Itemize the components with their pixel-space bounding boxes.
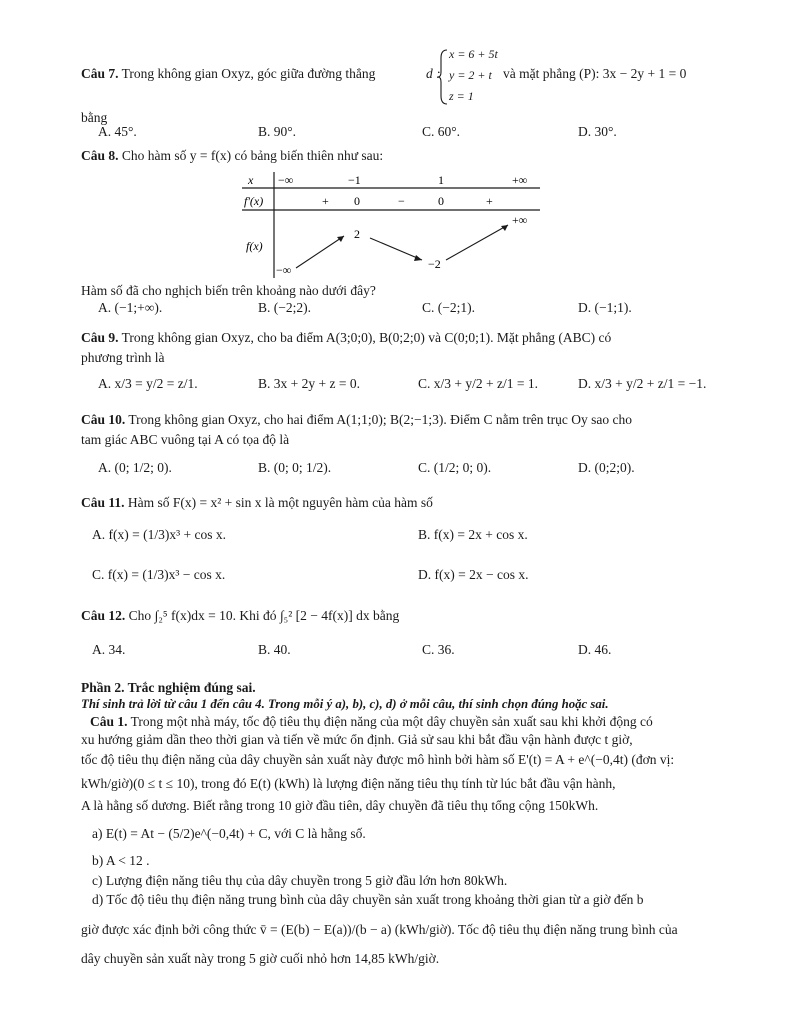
q7-option-a: A. 45°. (98, 124, 137, 139)
q12-option-a: A. 34. (92, 642, 126, 657)
q7-sys-2: y = 2 + t (449, 68, 492, 82)
q10-label: Câu 10. (81, 412, 126, 427)
table-f-pos-inf: +∞ (512, 213, 528, 227)
q7-d-label: d : (426, 66, 441, 81)
p2q1-statement-d-3: dây chuyền sản xuất này trong 5 giờ cuối nhỏ hơn 14,85 kWh/giờ. (81, 951, 440, 966)
table-sign-4: 0 (438, 194, 444, 208)
q9-option-b: B. 3x + 2y + z = 0. (258, 376, 360, 391)
table-f-2: 2 (354, 227, 360, 241)
table-x-1: 1 (438, 173, 444, 187)
q10-option-c: C. (1/2; 0; 0). (418, 460, 492, 475)
p2q1-statement-d-2: giờ được xác định bởi công thức v̄ = (E(b) − E(a))/(b − a) (kWh/giờ). Tốc độ tiêu thụ điện năng trung bình của (81, 922, 678, 937)
p2q1-statement-d-1: d) Tốc độ tiêu thụ điện năng trung bình của dây chuyền sản xuất trong khoảng thời gian từ a giờ đến b (92, 892, 644, 907)
table-sign-5: + (486, 194, 493, 208)
variation-table (240, 170, 545, 282)
p2q1-statement-b: b) A < 12 . (92, 853, 150, 868)
q12-text: Cho ∫₂⁵ f(x)dx = 10. Khi đó ∫₅² [2 − 4f(x)] dx bằng (128, 608, 400, 623)
p2q1-statement-c: c) Lượng điện năng tiêu thụ của dây chuyền trong 5 giờ đầu lớn hơn 80kWh. (92, 873, 508, 888)
q7-option-b: B. 90°. (258, 124, 297, 139)
table-x-minus1: −1 (348, 173, 361, 187)
table-f-minus2: −2 (428, 257, 441, 271)
q12-option-c: C. 36. (422, 642, 455, 657)
table-x-neg-inf: −∞ (278, 173, 294, 187)
q8-line1 (81, 148, 383, 164)
q9-option-a: A. x/3 = y/2 = z/1. (98, 376, 198, 391)
q11-option-a: A. f(x) = (1/3)x³ + cos x. (92, 527, 226, 542)
q10-text: Trong không gian Oxyz, cho hai điểm A(1;1;0); B(2;−1;3). Điểm C nằm trên trục Oy sao cho (128, 412, 632, 427)
p2q1-label: Câu 1. (90, 714, 128, 729)
p2q1-line1 (90, 714, 653, 730)
q8-option-c: C. (−2;1). (422, 300, 475, 315)
q9-option-d: D. x/3 + y/2 + z/1 = −1. (578, 376, 707, 391)
q7-text3: bằng (81, 110, 108, 125)
q8-option-b: B. (−2;2). (258, 300, 311, 315)
q9-line1 (81, 330, 611, 346)
table-sign-3: − (398, 194, 405, 208)
q9-option-c: C. x/3 + y/2 + z/1 = 1. (418, 376, 538, 391)
q8-option-d: D. (−1;1). (578, 300, 632, 315)
arrow-down (370, 238, 422, 260)
q7-option-d: D. 30°. (578, 124, 617, 139)
part2-instruction: Thí sinh trả lời từ câu 1 đến câu 4. Trong mỗi ý a), b), c), d) ở mỗi câu, thí sinh chọn đúng hoặc sai. (81, 697, 609, 711)
table-sign-1: + (322, 194, 329, 208)
p2q1-text-5: A là hằng số dương. Biết rằng trong 10 giờ đầu tiên, dây chuyền đã tiêu thụ tổng cộng 150kWh. (81, 798, 599, 813)
table-f-neg-inf: −∞ (276, 263, 292, 277)
q12-option-b: B. 40. (258, 642, 291, 657)
arrow-up-2 (446, 225, 508, 260)
p2q1-text-4: kWh/giờ)(0 ≤ t ≤ 10), trong đó E(t) (kWh) là lượng điện năng tiêu thụ tính từ lúc bắt đầu vận hành, (81, 776, 616, 791)
q8-option-a: A. (−1;+∞). (98, 300, 163, 315)
q7-text2: và mặt phẳng (P): 3x − 2y + 1 = 0 (503, 66, 687, 81)
q9-label: Câu 9. (81, 330, 119, 345)
q10-text2: tam giác ABC vuông tại A có tọa độ là (81, 432, 290, 447)
q10-option-d: D. (0;2;0). (578, 460, 635, 475)
q11-option-d: D. f(x) = 2x − cos x. (418, 567, 529, 582)
table-x-pos-inf: +∞ (512, 173, 528, 187)
table-f-label: f(x) (246, 239, 263, 253)
q11-line1 (81, 495, 433, 511)
q8-text: Cho hàm số y = f(x) có bảng biến thiên như sau: (121, 148, 384, 163)
p2q1-text-2: xu hướng giảm dần theo thời gian và tiến về mức ổn định. Giả sử sau khi bắt đầu vận hành được t giờ, (81, 732, 633, 747)
q7-option-c: C. 60°. (422, 124, 461, 139)
q9-text2: phương trình là (81, 350, 165, 365)
q10-option-b: B. (0; 0; 1/2). (258, 460, 332, 475)
q11-option-b: B. f(x) = 2x + cos x. (418, 527, 528, 542)
q11-text: Hàm số F(x) = x² + sin x là một nguyên hàm của hàm số (127, 495, 433, 510)
q11-option-c: C. f(x) = (1/3)x³ − cos x. (92, 567, 226, 582)
arrow-up-1 (296, 236, 344, 268)
q7-sys-1: x = 6 + 5t (449, 47, 498, 61)
q12-label: Câu 12. (81, 608, 126, 623)
p2q1-text-1: Trong một nhà máy, tốc độ tiêu thụ điện năng của một dây chuyền sản xuất sau khi khởi động có (130, 714, 653, 729)
p2q1-text-3: tốc độ tiêu thụ điện năng của dây chuyền sản xuất này được mô hình bởi hàm số E'(t) = A + e^(−0,4t) (đơn vị: (81, 752, 675, 767)
q12-line1 (81, 608, 399, 624)
q8-label: Câu 8. (81, 148, 119, 163)
q10-line1 (81, 412, 632, 428)
table-x-label: x (248, 173, 254, 187)
q7-sys-3: z = 1 (449, 89, 474, 103)
q11-label: Câu 11. (81, 495, 125, 510)
q12-option-d: D. 46. (578, 642, 612, 657)
q10-option-a: A. (0; 1/2; 0). (98, 460, 172, 475)
part2-title: Phần 2. Trắc nghiệm đúng sai. (81, 680, 256, 695)
q7-label: Câu 7. (81, 66, 119, 81)
table-fprime-label: f'(x) (244, 194, 264, 208)
p2q1-statement-a: a) E(t) = At − (5/2)e^(−0,4t) + C, với C là hằng số. (92, 826, 366, 841)
q9-text: Trong không gian Oxyz, cho ba điểm A(3;0;0), B(0;2;0) và C(0;0;1). Mặt phẳng (ABC) có (121, 330, 612, 345)
q7-line1 (81, 66, 375, 82)
q7-system-brace (437, 48, 449, 106)
q7-text: Trong không gian Oxyz, góc giữa đường thẳng (121, 66, 376, 81)
table-sign-2: 0 (354, 194, 360, 208)
q8-question: Hàm số đã cho nghịch biến trên khoảng nào dưới đây? (81, 283, 376, 298)
